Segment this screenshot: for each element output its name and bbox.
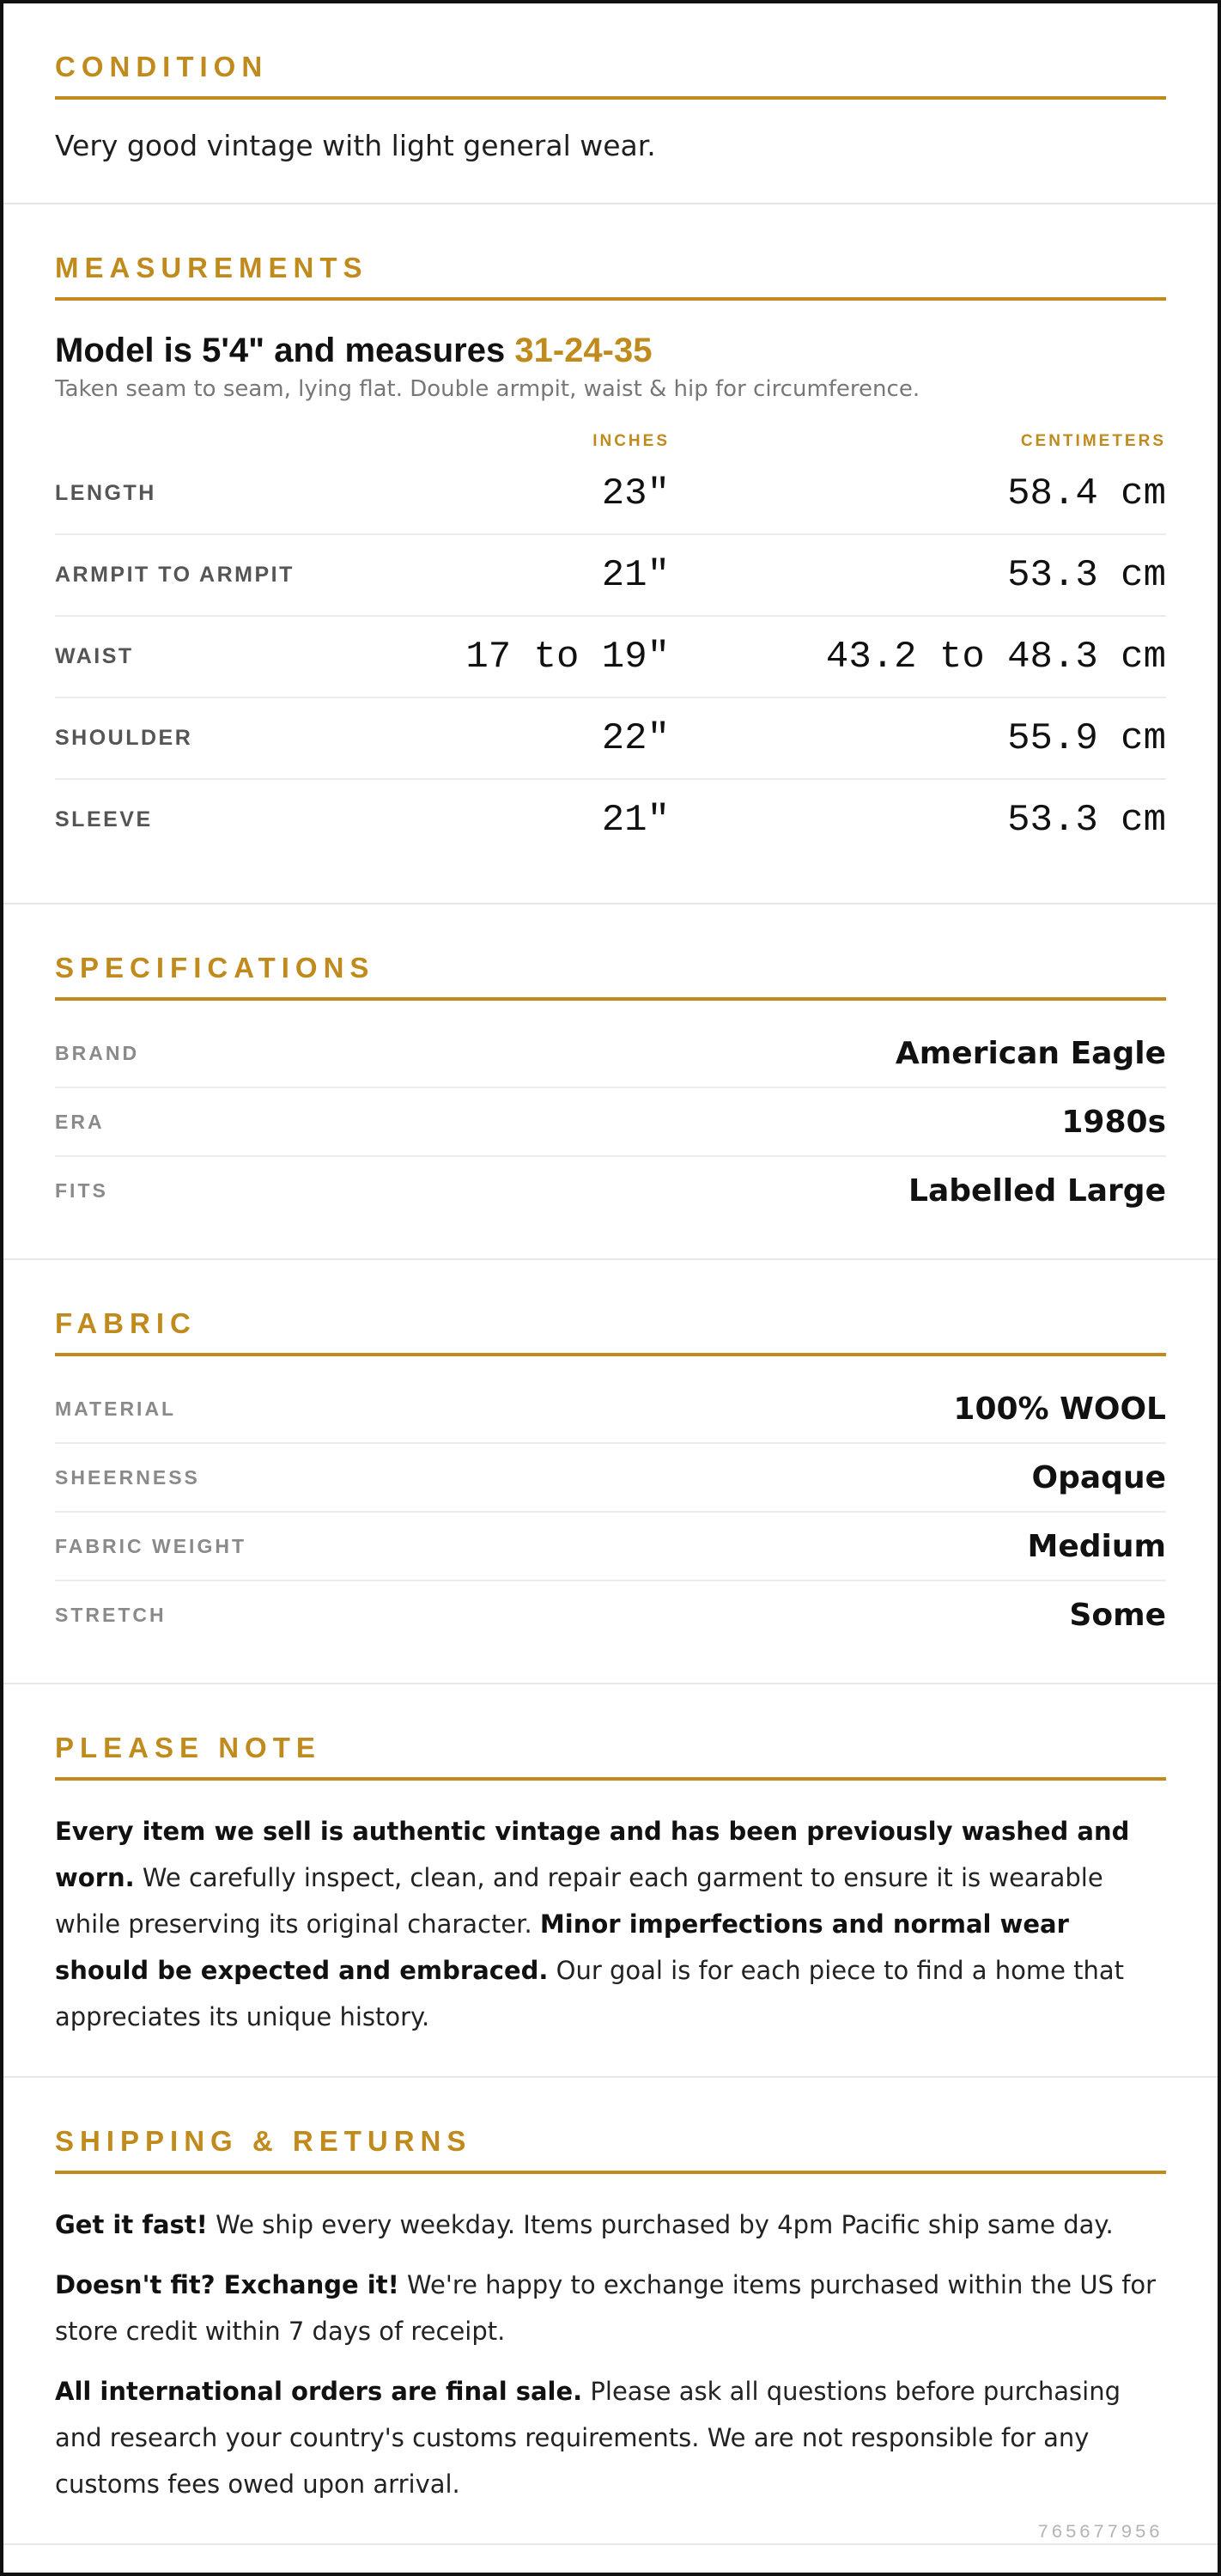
measurement-label: WAIST — [55, 644, 134, 668]
fabric-value: Some — [1069, 1597, 1166, 1633]
note-bold-1: Every item we sell is authentic vintage and has been previously washed and worn. — [55, 1817, 1130, 1892]
measurement-label: ARMPIT TO ARMPIT — [55, 563, 295, 587]
model-prefix: Model is 5'4" and measures — [55, 332, 515, 369]
fabric-row-material — [55, 1375, 1166, 1444]
shipping-bold: Get it fast! — [55, 2210, 208, 2239]
note-text-1: We carefully inspect, clean, and repair each garment to ensure it is wearable while preserving its original character. — [55, 1863, 1103, 1939]
fabric-list — [55, 1375, 1166, 1683]
measurement-row-armpit — [55, 535, 1166, 617]
spec-value: 1980s — [1061, 1104, 1166, 1140]
measurement-inches: 23" — [601, 472, 670, 515]
measurement-inches: 22" — [601, 716, 670, 760]
spec-row-era — [55, 1088, 1166, 1157]
shipping-bold: Doesn't fit? Exchange it! — [55, 2270, 399, 2299]
shipping-paragraph-international — [55, 2368, 1166, 2507]
product-id: 765677956 — [1037, 2522, 1163, 2543]
spec-label: BRAND — [55, 1041, 140, 1064]
shipping-bold: All international orders are final sale. — [55, 2377, 583, 2406]
section-title: CONDITION — [55, 50, 1166, 100]
measurement-cm: 55.9 cm — [1007, 716, 1166, 760]
model-measures — [55, 330, 1166, 371]
fabric-label: MATERIAL — [55, 1397, 177, 1420]
please-note-section — [3, 1684, 1218, 2076]
measurement-row-waist — [55, 617, 1166, 698]
measurement-label: LENGTH — [55, 481, 156, 505]
fabric-row-sheerness — [55, 1444, 1166, 1513]
measurement-row-shoulder — [55, 698, 1166, 780]
section-title: MEASUREMENTS — [55, 251, 1166, 301]
fabric-value: 100% WOOL — [953, 1391, 1166, 1427]
fabric-label: STRETCH — [55, 1603, 167, 1626]
measurement-label: SLEEVE — [55, 807, 153, 831]
fabric-row-weight — [55, 1513, 1166, 1581]
measurement-inches: 21" — [601, 798, 670, 842]
shipping-text: We ship every weekday. Items purchased by 4pm Pacific ship same day. — [207, 2210, 1114, 2239]
shipping-text: Please ask all questions before purchasing and research your country's customs requirements. We are not responsible for any customs fees owed upon arrival. — [55, 2377, 1121, 2499]
inches-header: INCHES — [592, 432, 670, 450]
spec-row-brand — [55, 1020, 1166, 1088]
centimeters-header: CENTIMETERS — [1020, 432, 1166, 450]
note-text-2: Our goal is for each piece to find a home that appreciates its unique history. — [55, 1956, 1125, 2031]
measurement-inches: 17 to 19" — [465, 635, 670, 679]
measurement-row-length — [55, 454, 1166, 535]
measurement-row-sleeve — [55, 780, 1166, 860]
measurement-cm: 53.3 cm — [1007, 553, 1166, 597]
spec-row-fits — [55, 1157, 1166, 1224]
section-title: PLEASE NOTE — [55, 1731, 1166, 1781]
unit-header — [55, 429, 1166, 454]
measurement-cm: 58.4 cm — [1007, 472, 1166, 515]
fabric-value: Opaque — [1031, 1459, 1166, 1495]
shipping-paragraph-exchange — [55, 2262, 1166, 2354]
fabric-label: FABRIC WEIGHT — [55, 1534, 246, 1557]
fabric-label: SHEERNESS — [55, 1465, 200, 1489]
measurement-note: Taken seam to seam, lying flat. Double armpit, waist & hip for circumference. — [55, 376, 920, 402]
model-measures-value: 31-24-35 — [514, 332, 653, 369]
spec-label: FITS — [55, 1178, 108, 1202]
specifications-section — [3, 904, 1218, 1258]
section-title: SPECIFICATIONS — [55, 951, 1166, 1001]
specifications-list — [55, 1020, 1166, 1258]
section-title: FABRIC — [55, 1306, 1166, 1356]
spec-value: American Eagle — [895, 1035, 1166, 1071]
measurements-section — [3, 204, 1218, 903]
section-title: SHIPPING & RETURNS — [55, 2124, 1166, 2174]
measurement-cm: 53.3 cm — [1007, 798, 1166, 842]
measurement-cm: 43.2 to 48.3 cm — [825, 635, 1166, 679]
fabric-row-stretch — [55, 1581, 1166, 1648]
measurement-inches: 21" — [601, 553, 670, 597]
shipping-text: We're happy to exchange items purchased within the US for store credit within 7 days of receipt. — [55, 2270, 1157, 2346]
please-note-paragraph — [55, 1808, 1166, 2040]
note-bold-2: Minor imperfections and normal wear should be expected and embraced. — [55, 1909, 1069, 1985]
fabric-section — [3, 1260, 1218, 1683]
section-divider — [3, 2543, 1218, 2545]
measurement-label: SHOULDER — [55, 726, 193, 750]
spec-label: ERA — [55, 1110, 105, 1133]
shipping-section — [3, 2078, 1218, 2543]
condition-section — [3, 3, 1218, 203]
fabric-value: Medium — [1027, 1528, 1166, 1564]
shipping-paragraph-fast — [55, 2201, 1166, 2248]
condition-text: Very good vintage with light general wear. — [55, 129, 656, 162]
spec-value: Labelled Large — [908, 1172, 1166, 1209]
